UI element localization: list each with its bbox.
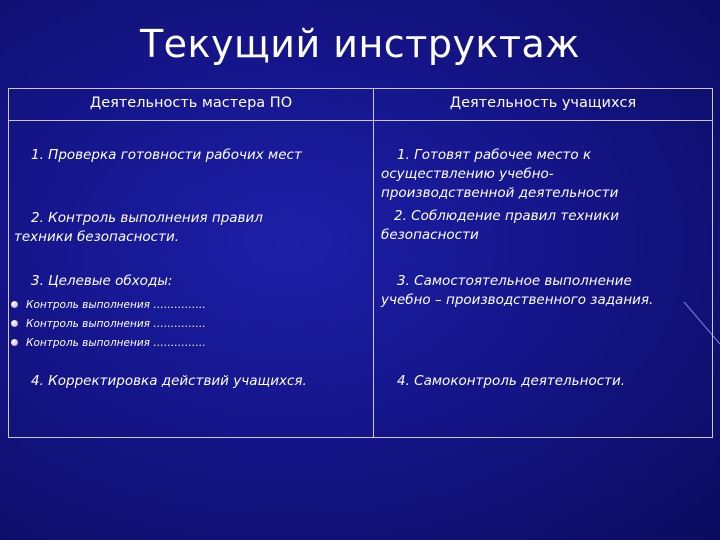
bullet-icon [11, 301, 18, 308]
master-item-2-line-2: техники безопасности. [14, 229, 180, 245]
column-divider [373, 89, 374, 437]
student-item-1-line-1: 1. Готовят рабочее место к [397, 147, 592, 163]
header-master-activity: Деятельность мастера ПО [89, 95, 293, 111]
master-bullet-list [9, 295, 369, 352]
bullet-icon [11, 339, 18, 346]
master-item-4: 4. Корректировка действий учащихся. [31, 373, 307, 389]
master-item-1: 1. Проверка готовности рабочих мест [31, 147, 302, 163]
bullet-text: Контроль выполнения …………… [26, 336, 206, 349]
page-title: Текущий инструктаж [139, 22, 581, 66]
student-item-4: 4. Самоконтроль деятельности. [397, 373, 626, 389]
bullet-icon [11, 320, 18, 327]
bullet-text: Контроль выполнения …………… [26, 317, 206, 330]
master-item-2-line-1: 2. Контроль выполнения правил [31, 210, 263, 226]
student-item-3-line-1: 3. Самостоятельное выполнение [397, 273, 632, 289]
student-item-2-line-2: безопасности [381, 227, 479, 243]
bullet-text: Контроль выполнения …………… [26, 298, 206, 311]
master-item-3: 3. Целевые обходы: [31, 273, 173, 289]
student-item-1-line-3: производственной деятельности [381, 185, 619, 201]
list-item [9, 295, 369, 314]
list-item [9, 333, 369, 352]
student-item-1-line-2: осуществлению учебно- [381, 166, 554, 182]
comparison-table [8, 88, 713, 438]
header-student-activity: Деятельность учащихся [449, 95, 637, 111]
student-item-2-line-1: 2. Соблюдение правил техники [394, 208, 620, 224]
list-item [9, 314, 369, 333]
student-item-3-line-2: учебно – производственного задания. [381, 292, 654, 308]
header-divider [9, 120, 712, 121]
